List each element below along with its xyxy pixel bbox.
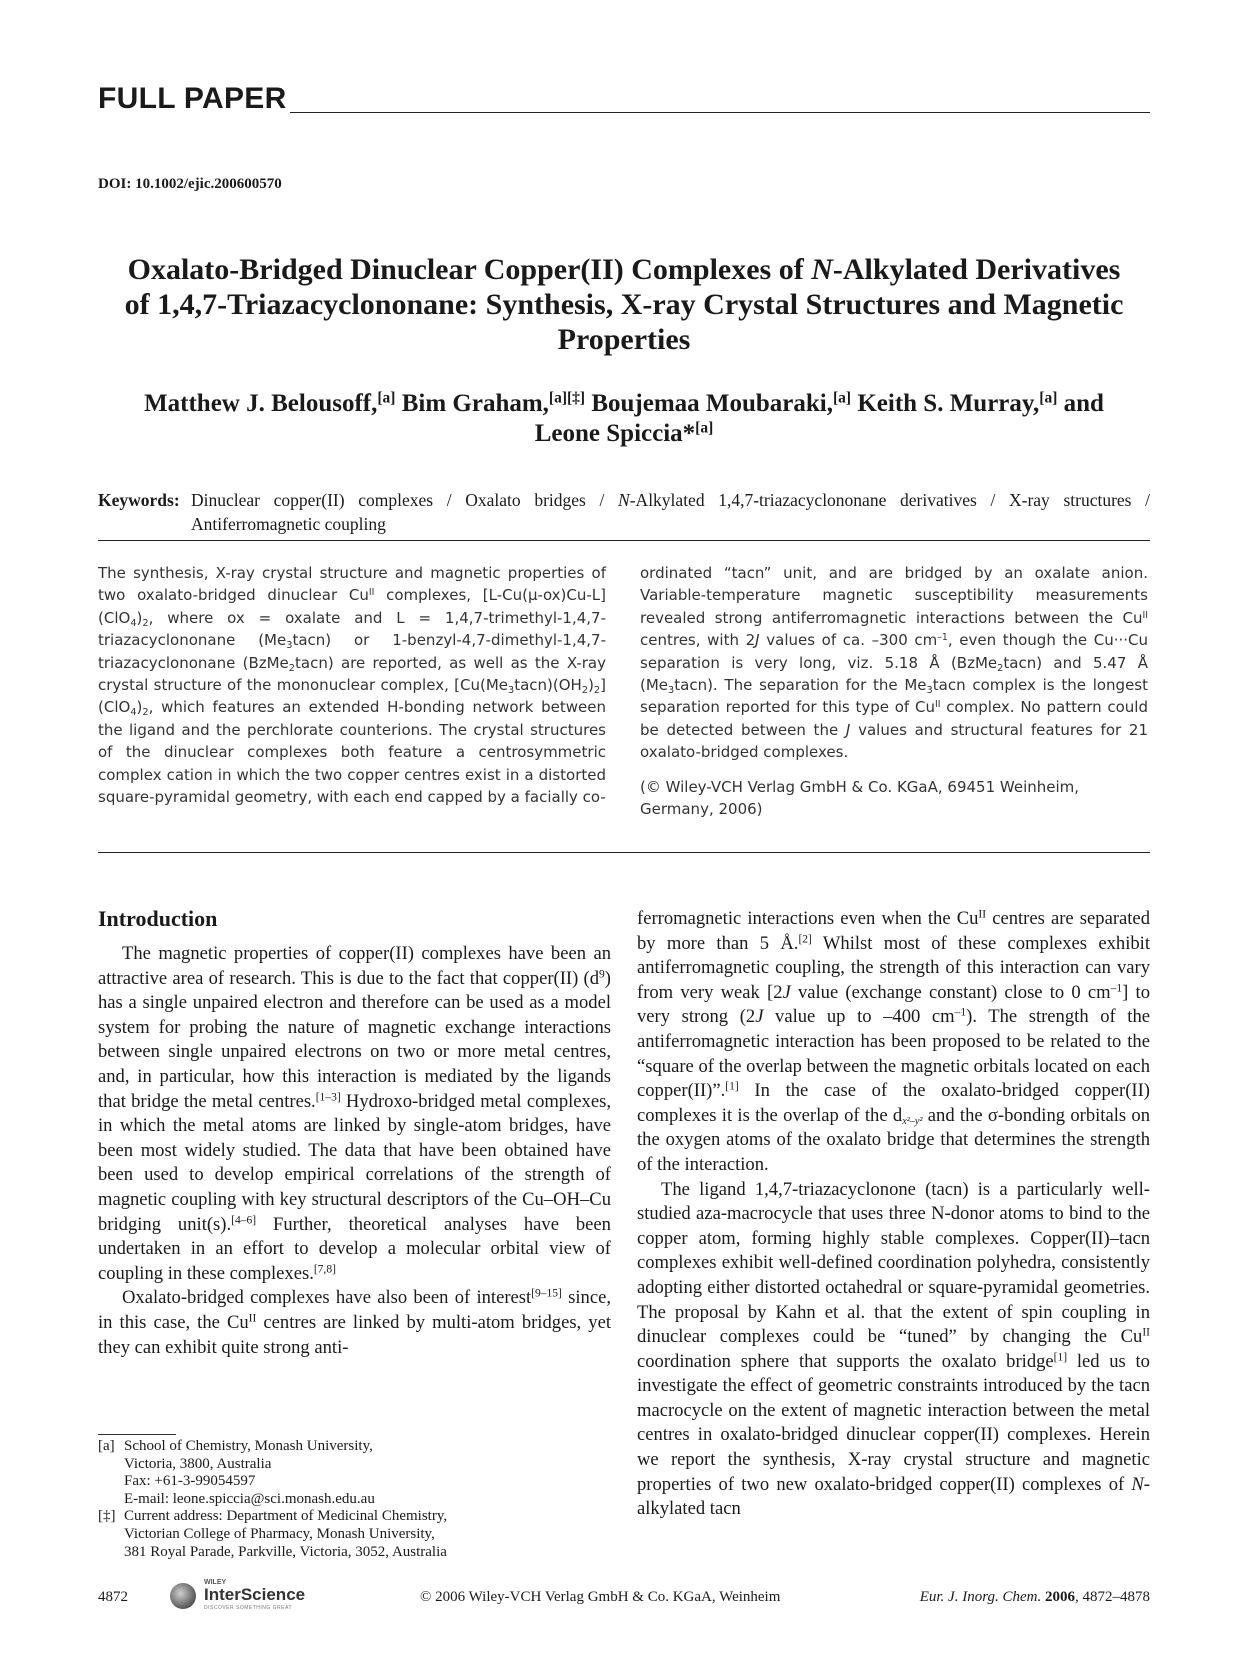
abstract-top-rule [98, 540, 1150, 541]
page-header [98, 82, 1150, 116]
email-link[interactable]: E-mail: leone.spiccia@sci.monash.edu.au [124, 1490, 375, 1507]
paragraph: The magnetic properties of copper(II) complexes have been an attractive area of research. This is due to the fact that copper(II) $(d^9)$ has a single unpaired electron and therefore can be used as a model system for probing the nature of magnetic exchange interactions between single unpaired electrons on two or more metal centres, and, in particular, how this interaction is mediated by the ligands that bridge the metal centres.[1–3] Hydroxo-bridged metal complexes, in which the metal atoms are linked by single-atom bridges, have been most widely studied. The data that have been obtained have been used to develop empirical correlations of the strength of magnetic coupling with key structural descriptors of the Cu–OH–Cu bridging unit(s).[4–6] Further, theoretical analyses have been undertaken in an effort to develop a molecular orbital view of coupling in these complexes.[7,8] [98, 943, 611, 1284]
paragraph: ferromagnetic interactions even when the $Cu^{II}$ centres are separated by more than 5 Å.[2] Whilst most of these complexes exhibit antiferromagnetic coupling, the strength of this interaction can vary from very weak [2J value (exchange constant) close to 0 $cm^{-1}$] to very strong (2J value up to –400 $cm^{-1}$). The strength of the antiferromagnetic interaction has been proposed to be related to the “square of the overlap between the magnetic orbitals located on each copper(II)”.[1] In the case of the oxalato-bridged copper(II) complexes it is the overlap of the $d_{x^2-y^2}$ and the σ-bonding orbitals on the oxygen atoms of the oxalato bridge that determines the strength of the interaction. [637, 908, 1150, 1175]
page-footer [98, 1579, 1150, 1615]
page-number: 4872 [98, 1589, 128, 1605]
footnote: [a] School of Chemistry, Monash University, Victoria, 3800, Australia Fax: +61-3-99054597 E-mail: leone.spiccia@sci.monash.edu.au [98, 1438, 375, 1507]
abstract-left-column: The synthesis, X-ray crystal structure and magnetic properties of two oxalato-bridged dinuclear $Cu^{II}$ complexes, $[L-Cu(\mu-ox)Cu-L](ClO_4)_2$, where ox = oxalate and L = 1,4,7-trimethyl-1,4,7-triazacyclononane $(Me_3tacn)$ or 1-benzyl-4,7-dimethyl-1,4,7-triazacyclononane (BzMe$_2$tacn) are reported, as well as the X-ray crystal structure of the mononuclear complex, $[Cu(Me_3tacn)(OH_2)_2](ClO_4)_2$, which features an extended H-bonding network between the ligand and the perchlorate counterions. The crystal structures of the dinuclear complexes both feature a centrosymmetric complex cation in which the two copper centres exist in a distorted square-pyramidal geometry, with each end capped by a facially co- [98, 564, 606, 807]
paragraph: Oxalato-bridged complexes have also been of interest[9–15] since, in this case, the $Cu^{II}$ centres are linked by multi-atom bridges, yet they can exhibit quite strong anti- [98, 1287, 611, 1358]
globe-icon [170, 1583, 196, 1609]
keywords-label: Keywords: [98, 490, 180, 510]
paragraph: The ligand 1,4,7-triazacyclonone (tacn) is a particularly well-studied aza-macrocycle that uses three N-donor atoms to bind to the copper atom, forming highly stable complexes. Copper(II)–tacn complexes exhibit well-defined coordination polyhedra, consistently adopting either distorted octahedral or square-pyramidal geometries. The proposal by Kahn et al. that the extent of spin coupling in dinuclear complexes could be “tuned” by changing the $Cu^{II}$ coordination sphere that supports the oxalato bridge[1] led us to investigate the effect of geometric constraints introduced by the tacn macrocycle on the extent of magnetic interaction between the metal centres in oxalato-bridged dinuclear copper(II) complexes. Herein we report the synthesis, X-ray crystal structure and magnetic properties of two new oxalato-bridged copper(II) complexes of N-alkylated tacn [637, 1178, 1150, 1520]
footnote-rule [98, 1434, 176, 1435]
abstract-right-column: ordinated “tacn” unit, and are bridged by an oxalate anion. Variable-temperature magnetic susceptibility measurements revealed strong antiferromagnetic interactions between the $Cu^{II}$ centres, with 2J values of ca. –300 $cm^{-1}$, even though the Cu···Cu separation is very long, viz. 5.18 Å (BzMe$_2$tacn) and 5.47 Å $(Me_3tacn)$. The separation for the $Me_3tacn$ complex is the longest separation reported for this type of $Cu^{II}$ complex. No pattern could be detected between the J values and structural features for 21 oxalato-bridged complexes. (© Wiley-VCH Verlag GmbH & Co. KGaA, 69451 Weinheim, Germany, 2006) [640, 562, 1148, 820]
doi: DOI: 10.1002/ejic.200600570 [98, 176, 282, 192]
body-left-column [98, 906, 611, 1360]
author: Matthew J. Belousoff, [144, 390, 378, 417]
abstract-bottom-rule [98, 852, 1150, 853]
author-list: Matthew J. Belousoff,[a] Bim Graham,[a][‡] Boujemaa Moubaraki,[a] Keith S. Murray,[a] and Leone Spiccia*[a] [144, 389, 1104, 447]
footer-copyright: © 2006 Wiley-VCH Verlag GmbH & Co. KGaA, Weinheim [420, 1589, 781, 1605]
journal-citation: Eur. J. Inorg. Chem. 2006, 4872–4878 [919, 1589, 1150, 1605]
paper-title: Oxalato-Bridged Dinuclear Copper(II) Complexes of N-Alkylated Derivatives of 1,4,7-Triazacyclononane: Synthesis, X-ray Crystal Structures and Magnetic Properties [124, 253, 1124, 356]
footnotes [98, 1438, 611, 1561]
abstract-copyright: (© Wiley-VCH Verlag GmbH & Co. KGaA, 69451 Weinheim, Germany, 2006) [640, 777, 1080, 819]
section-label: FULL PAPER [98, 82, 287, 115]
keywords-text: Dinuclear copper(II) complexes / Oxalato bridges / N-Alkylated 1,4,7-triazacyclononane derivatives / X-ray structures / Antiferromagnetic coupling [191, 490, 1151, 534]
author: Leone Spiccia* [534, 420, 696, 447]
header-rule [290, 112, 1150, 113]
section-heading-introduction: Introduction [98, 906, 218, 931]
author: Keith S. Murray, [857, 390, 1040, 417]
footnote: [‡] Current address: Department of Medicinal Chemistry, Victorian College of Pharmacy, Monash University, 381 Royal Parade, Parkville, Victoria, 3052, Australia [98, 1508, 448, 1560]
author: Bim Graham, [401, 390, 549, 417]
author: Boujemaa Moubaraki, [591, 390, 834, 417]
interscience-logo: WILEY InterScience DISCOVER SOMETHING GREAT [170, 1579, 350, 1615]
body-right-column [637, 907, 1150, 1522]
